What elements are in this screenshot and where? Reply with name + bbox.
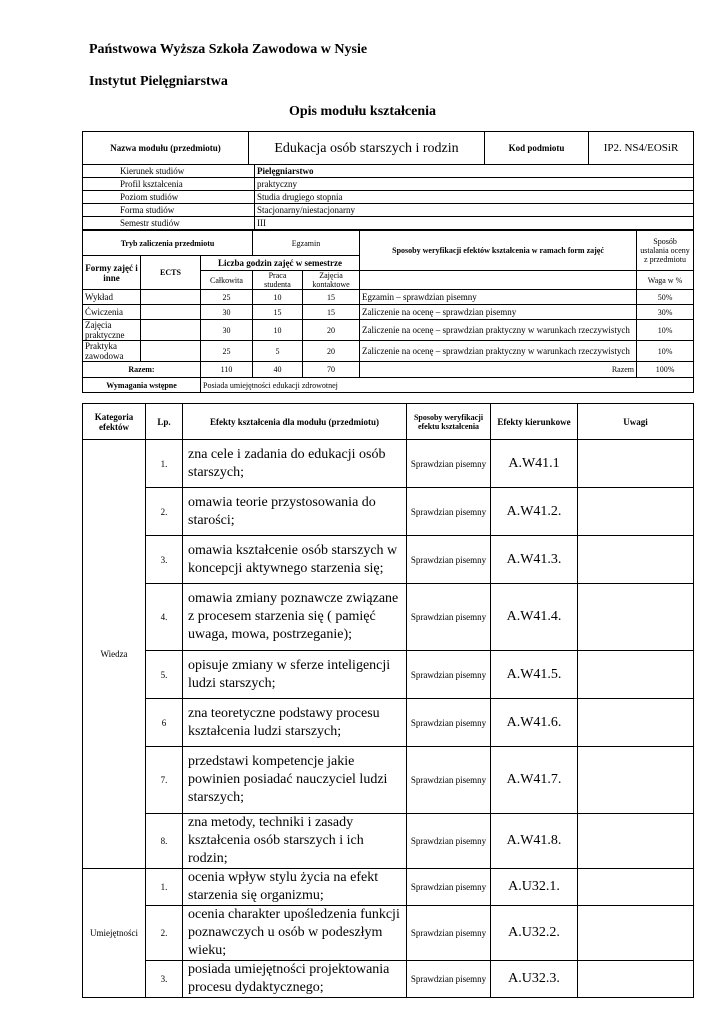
effect-row — [83, 906, 694, 961]
info-label: Forma studiów — [83, 204, 255, 217]
institute-name: Instytut Pielęgniarstwa — [89, 74, 228, 89]
info-label: Semestr studiów — [83, 217, 255, 230]
school-name: Państwowa Wyższa Szkoła Zawodowa w Nysie — [89, 42, 368, 57]
hours-work: 5 — [253, 341, 303, 362]
effect-text: zna cele i zadania do edukacji osób starszych; — [183, 440, 407, 488]
hours-weight: 10% — [637, 341, 694, 362]
category-wiedza: Wiedza — [83, 440, 146, 869]
hours-table — [82, 230, 694, 393]
hours-row — [83, 341, 694, 362]
effect-code: A.W41.3. — [491, 536, 578, 584]
effect-code: A.U32.2. — [491, 906, 578, 961]
info-label: Poziom studiów — [83, 191, 255, 204]
hours-row — [83, 290, 694, 305]
tryb-label: Tryb zaliczenia przedmiotu — [83, 231, 253, 256]
effect-method: Sprawdzian pisemny — [407, 488, 491, 536]
sum-mode: Razem — [360, 362, 637, 378]
effect-lp: 2. — [146, 488, 183, 536]
hours-method: Egzamin – sprawdzian pisemny — [360, 290, 637, 305]
col-effects: Efekty kształcenia dla modułu (przedmiotu) — [183, 404, 407, 440]
effect-row — [83, 699, 694, 747]
hours-form: Ćwiczenia — [83, 305, 141, 320]
col-notes: Uwagi — [578, 404, 694, 440]
info-row — [83, 165, 694, 178]
effect-text: zna metody, techniki i zasady kształcenia osób starszych i ich rodzin; — [183, 814, 407, 869]
module-name-label: Nazwa modułu (przedmiotu) — [83, 132, 249, 165]
module-name-value: Edukacja osób starszych i rodzin — [249, 132, 485, 165]
hours-ects — [141, 320, 201, 341]
req-value: Posiada umiejętności edukacji zdrowotnej — [201, 378, 694, 393]
effect-code: A.W41.2. — [491, 488, 578, 536]
effect-method: Sprawdzian pisemny — [407, 814, 491, 869]
hours-row — [83, 320, 694, 341]
formy-label: Formy zajęć i inne — [83, 256, 141, 290]
hours-weight: 30% — [637, 305, 694, 320]
hours-method: Zaliczenie na ocenę – sprawdzian praktyczny w warunkach rzeczywistych — [360, 341, 637, 362]
hours-form: Zajęcia praktyczne — [83, 320, 141, 341]
study-info-table — [82, 164, 694, 230]
module-code-value: IP2. NS4/EOSiR — [589, 132, 694, 165]
module-code-label: Kod podmiotu — [485, 132, 589, 165]
effect-text: zna teoretyczne podstawy procesu kształcenia ludzi starszych; — [183, 699, 407, 747]
info-value: III — [255, 217, 694, 230]
effect-row — [83, 536, 694, 584]
effect-row — [83, 440, 694, 488]
effects-table — [82, 403, 694, 998]
info-value: Stacjonarny/niestacjonarny — [255, 204, 694, 217]
effect-row — [83, 747, 694, 814]
info-row — [83, 217, 694, 230]
col-lp: Lp. — [146, 404, 183, 440]
sposoby-header: Sposoby weryfikacji efektów kształcenia w ramach form zajęć — [360, 231, 637, 271]
effect-code: A.W41.5. — [491, 651, 578, 699]
info-value: Studia drugiego stopnia — [255, 191, 694, 204]
effect-text: omawia zmiany poznawcze związane z procesem starzenia się ( pamięć uwaga, mowa, postrzeganie); — [183, 584, 407, 651]
effect-lp: 6 — [146, 699, 183, 747]
info-label: Profil kształcenia — [83, 178, 255, 191]
hours-form: Wykład — [83, 290, 141, 305]
effect-text: przedstawi kompetencje jakie powinien posiadać nauczyciel ludzi starszych; — [183, 747, 407, 814]
ects-label: ECTS — [141, 256, 201, 290]
effect-code: A.U32.1. — [491, 869, 578, 906]
sposob-ustalania-header: Sposób ustalania oceny z przedmiotu — [637, 231, 694, 271]
sum-label: Razem: — [83, 362, 201, 378]
effect-notes — [578, 747, 694, 814]
effect-code: A.W41.4. — [491, 584, 578, 651]
info-row — [83, 191, 694, 204]
info-row — [83, 178, 694, 191]
effect-method: Sprawdzian pisemny — [407, 536, 491, 584]
module-name-table — [82, 131, 694, 165]
hours-total: 30 — [201, 305, 253, 320]
hours-method: Zaliczenie na ocenę – sprawdzian pisemny — [360, 305, 637, 320]
hours-contact: 20 — [303, 341, 360, 362]
effect-row — [83, 488, 694, 536]
hours-weight: 50% — [637, 290, 694, 305]
waga-label: Waga w % — [637, 271, 694, 290]
hours-ects — [141, 305, 201, 320]
effect-lp: 3. — [146, 536, 183, 584]
effect-lp: 1. — [146, 869, 183, 906]
hours-form: Praktyka zawodowa — [83, 341, 141, 362]
hours-ects — [141, 290, 201, 305]
hours-total: 25 — [201, 290, 253, 305]
effect-code: A.W41.8. — [491, 814, 578, 869]
effect-text: posiada umiejętności projektowania procesu dydaktycznego; — [183, 961, 407, 998]
effect-method: Sprawdzian pisemny — [407, 699, 491, 747]
effect-method: Sprawdzian pisemny — [407, 906, 491, 961]
hours-work: 10 — [253, 290, 303, 305]
sum-weight: 100% — [637, 362, 694, 378]
hours-row — [83, 305, 694, 320]
effect-notes — [578, 440, 694, 488]
info-label: Kierunek studiów — [83, 165, 255, 178]
effect-method: Sprawdzian pisemny — [407, 747, 491, 814]
effect-code: A.W41.6. — [491, 699, 578, 747]
info-row — [83, 204, 694, 217]
effect-code: A.U32.3. — [491, 961, 578, 998]
effect-notes — [578, 536, 694, 584]
col-calkowita: Całkowita — [201, 271, 253, 290]
effect-row — [83, 651, 694, 699]
col-directional: Efekty kierunkowe — [491, 404, 578, 440]
effect-lp: 2. — [146, 906, 183, 961]
hours-work: 10 — [253, 320, 303, 341]
hours-work: 15 — [253, 305, 303, 320]
effect-method: Sprawdzian pisemny — [407, 961, 491, 998]
info-value: Pielęgniarstwo — [255, 165, 694, 178]
sum-work: 40 — [253, 362, 303, 378]
effect-notes — [578, 906, 694, 961]
liczba-godzin-label: Liczba godzin zajęć w semestrze — [201, 256, 360, 271]
effect-row — [83, 961, 694, 998]
effect-row — [83, 869, 694, 906]
effect-method: Sprawdzian pisemny — [407, 440, 491, 488]
effect-method: Sprawdzian pisemny — [407, 869, 491, 906]
hours-total: 30 — [201, 320, 253, 341]
effect-notes — [578, 699, 694, 747]
document-title: Opis modułu kształcenia — [288, 104, 437, 119]
effect-lp: 3. — [146, 961, 183, 998]
sum-total: 110 — [201, 362, 253, 378]
effect-row — [83, 814, 694, 869]
col-zajecia: Zajęcia kontaktowe — [303, 271, 360, 290]
effect-lp: 8. — [146, 814, 183, 869]
hours-weight: 10% — [637, 320, 694, 341]
hours-contact: 15 — [303, 305, 360, 320]
effect-row — [83, 584, 694, 651]
effect-text: omawia teorie przystosowania do starości; — [183, 488, 407, 536]
hours-ects — [141, 341, 201, 362]
sum-contact: 70 — [303, 362, 360, 378]
effect-text: ocenia wpływ stylu życia na efekt starzenia się organizmu; — [183, 869, 407, 906]
effect-notes — [578, 961, 694, 998]
effect-lp: 5. — [146, 651, 183, 699]
effect-code: A.W41.7. — [491, 747, 578, 814]
hours-contact: 20 — [303, 320, 360, 341]
effect-notes — [578, 814, 694, 869]
effect-lp: 1. — [146, 440, 183, 488]
effect-lp: 4. — [146, 584, 183, 651]
effect-method: Sprawdzian pisemny — [407, 584, 491, 651]
effect-text: ocenia charakter upośledzenia funkcji poznawczych u osób w podeszłym wieku; — [183, 906, 407, 961]
col-category: Kategoria efektów — [83, 404, 146, 440]
effect-text: opisuje zmiany w sferze inteligencji ludzi starszych; — [183, 651, 407, 699]
effect-notes — [578, 488, 694, 536]
hours-method: Zaliczenie na ocenę – sprawdzian praktyczny w warunkach rzeczywistych — [360, 320, 637, 341]
tryb-value: Egzamin — [253, 231, 360, 256]
col-praca: Praca studenta — [253, 271, 303, 290]
effect-notes — [578, 869, 694, 906]
effect-lp: 7. — [146, 747, 183, 814]
effect-notes — [578, 584, 694, 651]
col-methods: Sposoby weryfikacji efektu kształcenia — [407, 404, 491, 440]
effect-method: Sprawdzian pisemny — [407, 651, 491, 699]
req-label: Wymagania wstępne — [83, 378, 201, 393]
info-value: praktyczny — [255, 178, 694, 191]
hours-contact: 15 — [303, 290, 360, 305]
hours-total: 25 — [201, 341, 253, 362]
category-umiejetnosci: Umiejętności — [83, 869, 146, 998]
effect-notes — [578, 651, 694, 699]
effect-code: A.W41.1 — [491, 440, 578, 488]
effect-text: omawia kształcenie osób starszych w koncepcji aktywnego starzenia się; — [183, 536, 407, 584]
